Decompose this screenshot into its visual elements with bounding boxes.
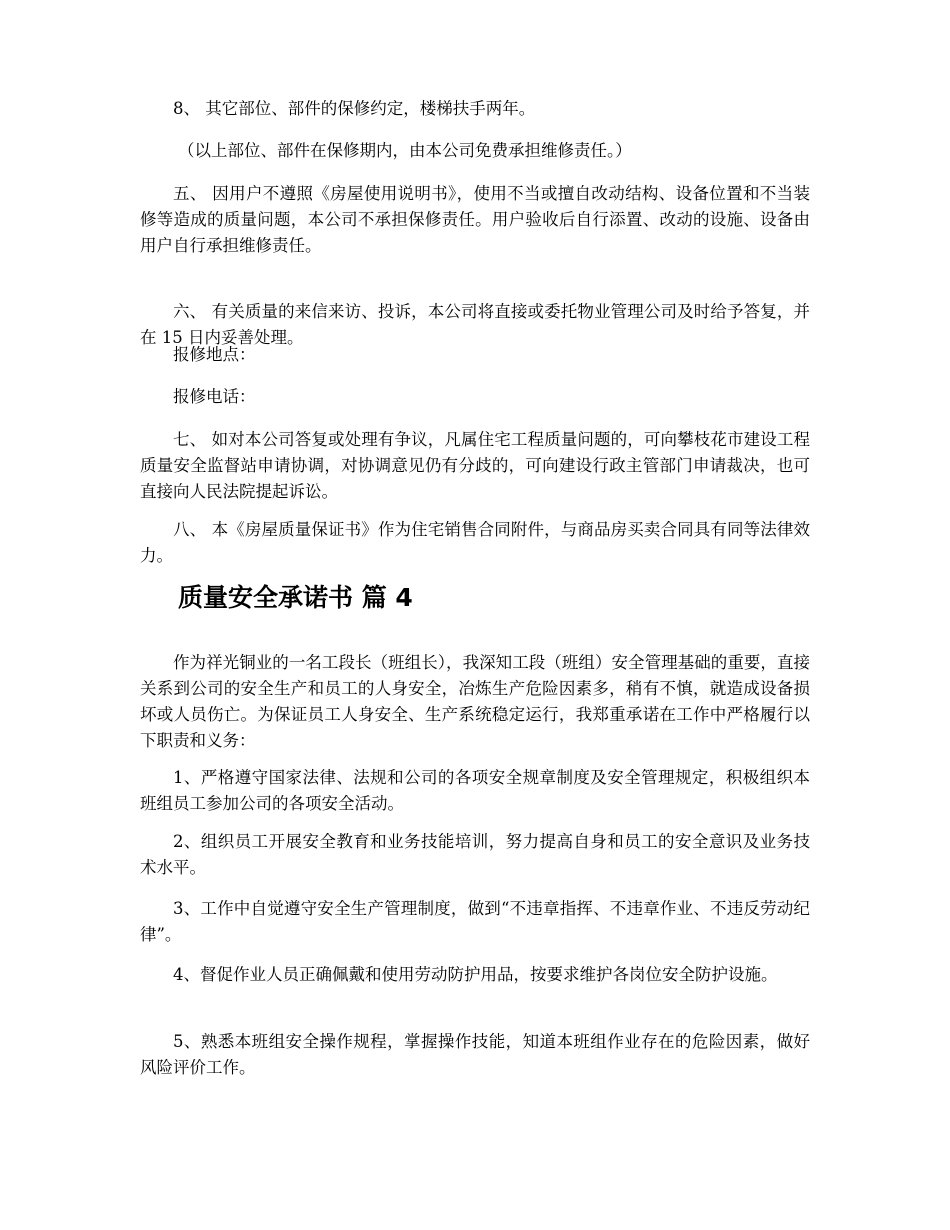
repair-phone-label: 报修电话： bbox=[173, 387, 256, 406]
paragraph-commitment-5: 5、熟悉本班组安全操作规程，掌握操作技能，知道本班组作业存在的危险因素，做好风险评价工作。 bbox=[140, 1032, 810, 1077]
paragraph-section-7: 七、 如对本公司答复或处理有争议，凡属住宅工程质量问题的，可向攀枝花市建设工程质量安全监督站申请协调，对协调意见仍有分歧的，可向建设行政主管部门申请裁决，也可直接向人民法院提起诉讼。 bbox=[140, 430, 810, 501]
repair-location-label: 报修地点： bbox=[173, 345, 256, 364]
section-heading: 质量安全承诺书 篇 4 bbox=[178, 583, 413, 612]
paragraph-commitment-2: 2、组织员工开展安全教育和业务技能培训，努力提高自身和员工的安全意识及业务技术水平。 bbox=[140, 832, 810, 877]
paragraph-section-8: 八、 本《房屋质量保证书》作为住宅销售合同附件，与商品房买卖合同具有同等法律效力。 bbox=[140, 520, 810, 565]
paragraph-warranty-item-8: 8、 其它部位、部件的保修约定，楼梯扶手两年。 bbox=[173, 99, 536, 118]
paragraph-commitment-4: 4、督促作业人员正确佩戴和使用劳动防护用品，按要求维护各岗位安全防护设施。 bbox=[173, 965, 778, 984]
paragraph-warranty-note: （以上部位、部件在保修期内，由本公司免费承担维修责任。） bbox=[178, 141, 632, 160]
paragraph-commitment-1: 1、严格遵守国家法律、法规和公司的各项安全规章制度及安全管理规定，积极组织本班组员工参加公司的各项安全活动。 bbox=[140, 768, 810, 813]
paragraph-section-5: 五、 因用户不遵照《房屋使用说明书》，使用不当或擅自改动结构、设备位置和不当装修等造成的质量问题，本公司不承担保修责任。用户验收后自行添置、改动的设施、设备由用户自行承担维修责任。 bbox=[140, 184, 810, 255]
paragraph-commitment-intro: 作为祥光铜业的一名工段长（班组长），我深知工段（班组）安全管理基础的重要，直接关系到公司的安全生产和员工的人身安全，冶炼生产危险因素多，稍有不慎，就造成设备损坏或人员伤亡。为保证员工人身安全、生产系统稳定运行，我郑重承诺在工作中严格履行以下职责和义务： bbox=[140, 653, 810, 750]
paragraph-commitment-3: 3、工作中自觉遵守安全生产管理制度，做到“不违章指挥、不违章作业、不违反劳动纪律”。 bbox=[140, 899, 810, 944]
paragraph-section-6: 六、 有关质量的来信来访、投诉，本公司将直接或委托物业管理公司及时给予答复，并在 15 日内妥善处理。 bbox=[140, 302, 810, 347]
